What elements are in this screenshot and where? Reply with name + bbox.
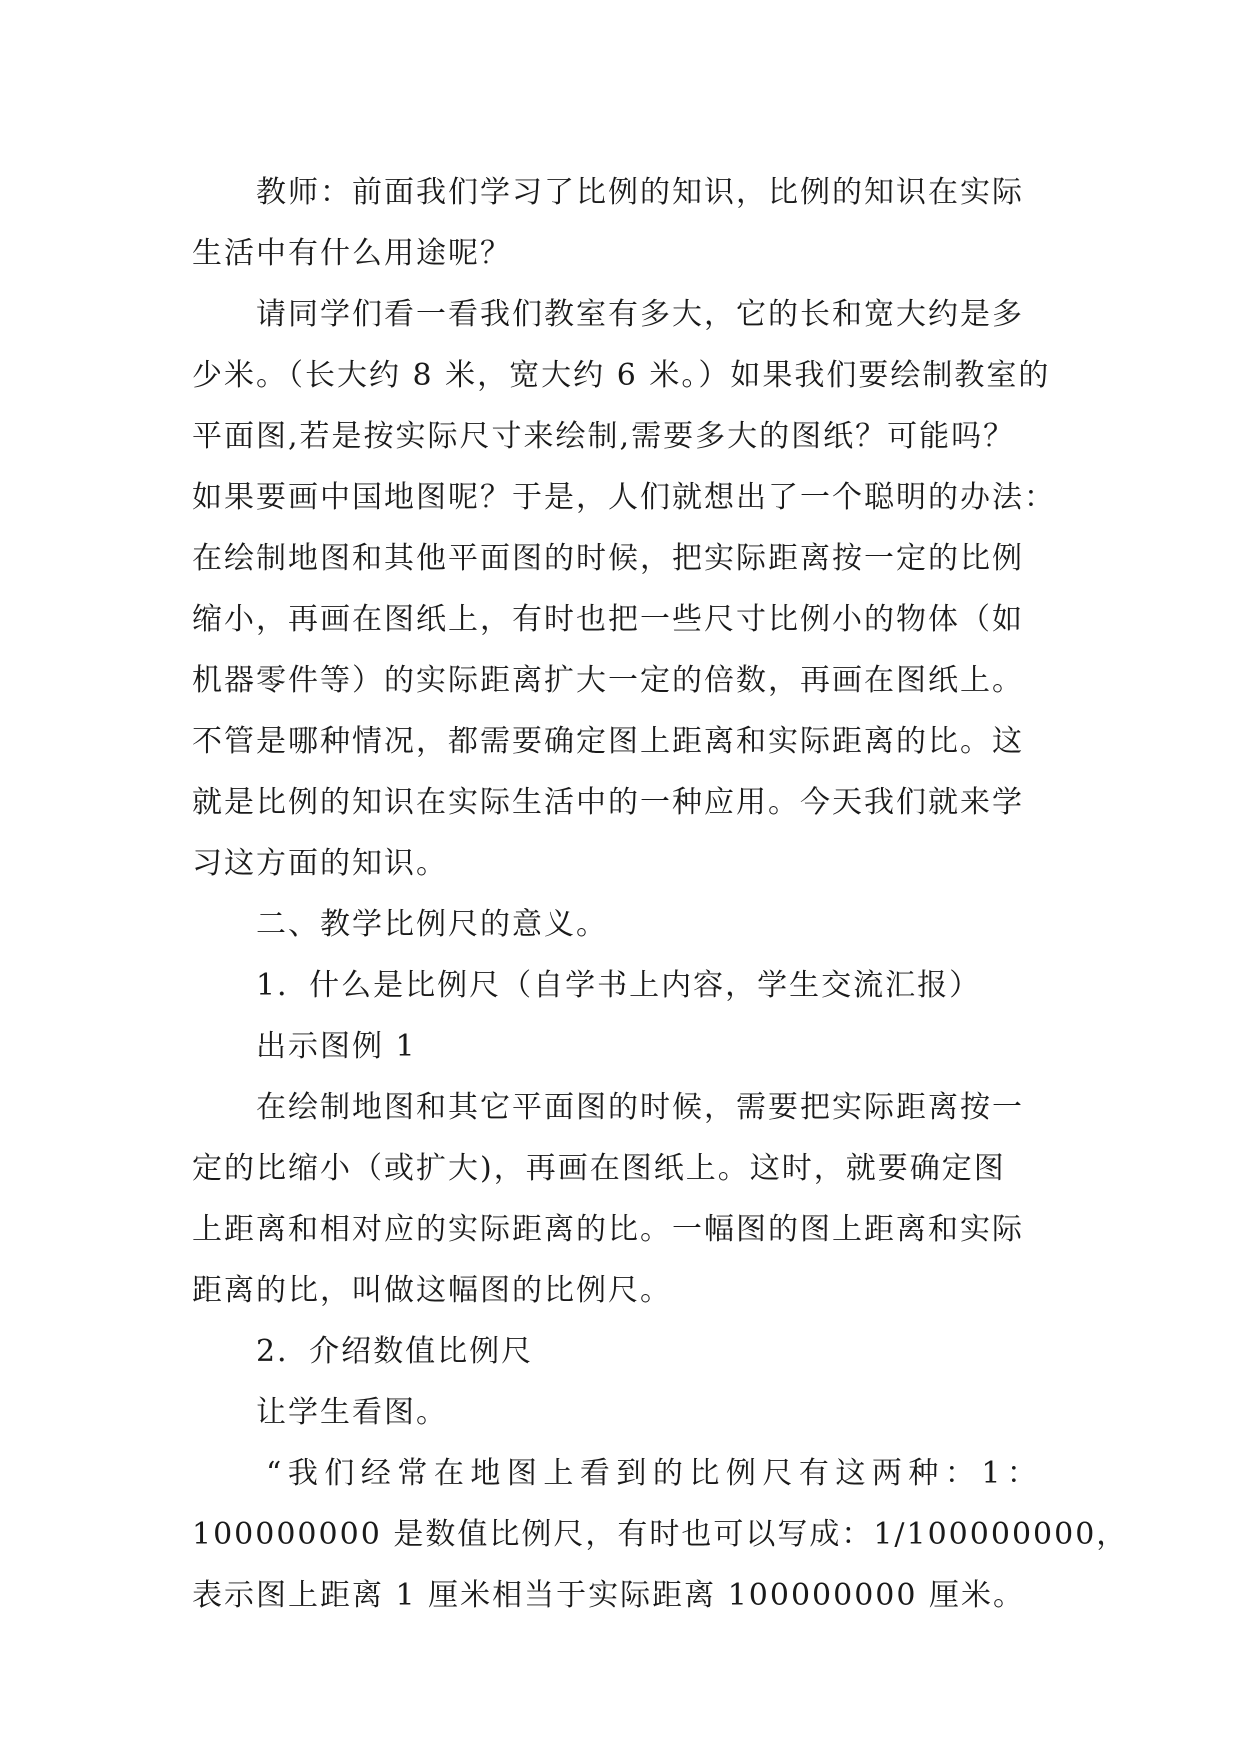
paragraph-line: 缩小，再画在图纸上，有时也把一些尺寸比例小的物体（如: [192, 602, 1024, 637]
paragraph-line: 机器零件等）的实际距离扩大一定的倍数，再画在图纸上。: [192, 663, 1024, 698]
paragraph-line: 在绘制地图和其他平面图的时候，把实际距离按一定的比例: [192, 541, 1024, 576]
paragraph-line: 请同学们看一看我们教室有多大，它的长和宽大约是多: [256, 297, 1024, 332]
paragraph-line: 让学生看图。: [256, 1395, 448, 1430]
paragraph-line: 在绘制地图和其它平面图的时候，需要把实际距离按一: [256, 1090, 1024, 1125]
paragraph-line: 出示图例 1: [256, 1029, 417, 1064]
paragraph-line: 生活中有什么用途呢？: [192, 236, 512, 271]
subsection-heading: 2．介绍数值比例尺: [256, 1334, 534, 1369]
paragraph-line: 就是比例的知识在实际生活中的一种应用。今天我们就来学: [192, 785, 1024, 820]
paragraph-line: 平面图,若是按实际尺寸来绘制,需要多大的图纸？可能吗？: [192, 419, 1016, 454]
paragraph-line: 100000000 是数值比例尺，有时也可以写成：1/100000000，: [192, 1517, 1129, 1552]
paragraph-line: 距离的比，叫做这幅图的比例尺。: [192, 1273, 672, 1308]
subsection-heading: 1．什么是比例尺（自学书上内容，学生交流汇报）: [256, 968, 982, 1003]
paragraph-line: 定的比缩小（或扩大)，再画在图纸上。这时，就要确定图: [192, 1151, 1006, 1186]
paragraph-line: 表示图上距离 1 厘米相当于实际距离 100000000 厘米。: [192, 1578, 1026, 1613]
paragraph-line: 习这方面的知识。: [192, 846, 448, 881]
paragraph-line: “我们经常在地图上看到的比例尺有这两种：1：: [266, 1456, 1044, 1491]
paragraph-line: 如果要画中国地图呢？于是，人们就想出了一个聪明的办法：: [192, 480, 1056, 515]
section-heading: 二、教学比例尺的意义。: [256, 907, 608, 942]
paragraph-line: 少米。（长大约 8 米，宽大约 6 米。）如果我们要绘制教室的: [192, 358, 1051, 393]
paragraph-line: 不管是哪种情况，都需要确定图上距离和实际距离的比。这: [192, 724, 1024, 759]
paragraph-line: 上距离和相对应的实际距离的比。一幅图的图上距离和实际: [192, 1212, 1024, 1247]
document-page: [192, 162, 1129, 1626]
paragraph-line: 教师：前面我们学习了比例的知识，比例的知识在实际: [256, 175, 1024, 210]
